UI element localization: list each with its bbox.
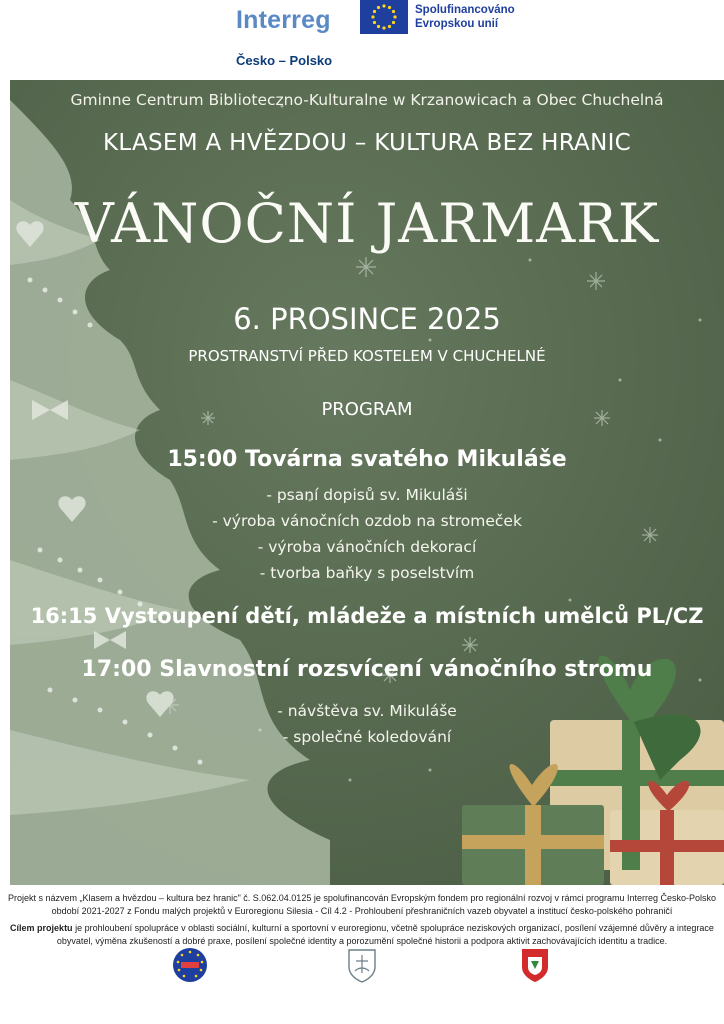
footer bbox=[0, 885, 724, 1024]
program-event-heading: 16:15 Vystoupení dětí, mládeže a místních umělců PL/CZ bbox=[30, 604, 704, 628]
eu-line-2: Evropskou unií bbox=[415, 18, 499, 30]
program-item: - tvorba baňky s poselstvím bbox=[259, 564, 475, 582]
silesia-logo-icon bbox=[172, 947, 208, 983]
organizer-text: Gminne Centrum Biblioteczno-Kulturalne w Krzanowicach a Obec Chuchelná bbox=[70, 91, 664, 109]
event-title: VÁNOČNÍ JARMARK bbox=[74, 192, 660, 255]
chuchelna-crest-icon bbox=[520, 947, 550, 983]
interreg-logo-text: Interreg bbox=[236, 6, 331, 34]
program-event-heading: 17:00 Slavnostní rozsvícení vánočního stromu bbox=[81, 657, 653, 682]
eu-cofinancing-text bbox=[415, 3, 515, 31]
poster bbox=[10, 80, 724, 885]
program-heading: PROGRAM bbox=[321, 399, 413, 420]
project-goal-label: Cílem projektu bbox=[10, 923, 73, 933]
project-goal-text bbox=[0, 922, 724, 948]
program-item: - návštěva sv. Mikuláše bbox=[277, 702, 457, 720]
project-subtitle: KLASEM A HVĚZDOU – KULTURA BEZ HRANIC bbox=[102, 130, 632, 156]
program-event-heading: 15:00 Továrna svatého Mikuláše bbox=[167, 447, 567, 472]
poster-content bbox=[10, 80, 724, 885]
header bbox=[0, 0, 724, 80]
program-event-items bbox=[10, 482, 724, 586]
program-item: - výroba vánočních dekorací bbox=[257, 538, 477, 556]
interreg-region: Česko – Polsko bbox=[236, 53, 333, 68]
eu-flag-icon bbox=[360, 0, 408, 34]
event-place: PROSTRANSTVÍ PŘED KOSTELEM V CHUCHELNÉ bbox=[188, 347, 546, 365]
program-item: - výroba vánočních ozdob na stromeček bbox=[212, 512, 522, 530]
krzanowice-crest-icon bbox=[347, 947, 377, 983]
program-item: - psaní dopisů sv. Mikuláši bbox=[266, 486, 468, 504]
project-goal-body: je prohloubení spolupráce v oblasti sociální, kulturní a sportovní v euroregionu, včetně spolupráce neziskových organizací, posílení vzájemné důvěry a integrace obyvatel, výměna zkušeností a dobré praxe, posílení společné identity a porozumění společné historii a podpora aktivit zachovávajících identitu a tradice. bbox=[56, 923, 714, 946]
eu-line-1: Spolufinancováno bbox=[415, 4, 515, 16]
program-item: - společné koledování bbox=[282, 728, 452, 746]
event-date: 6. PROSINCE 2025 bbox=[233, 302, 501, 336]
program-event-items bbox=[10, 698, 724, 750]
project-funding-text: Projekt s názvem „Klasem a hvězdou – kultura bez hranic" č. S.062.04.0125 je spolufinancován Evropským fondem pro regionální rozvoj v rámci programu Interreg Česko-Polsko období 2021-2027 z Fondu malých projektů v Euroregionu Silesia - Cíl 4.2 - Prohloubení přeshraničních vazeb obyvatel a institucí česko-polského pohraničí bbox=[7, 893, 717, 916]
